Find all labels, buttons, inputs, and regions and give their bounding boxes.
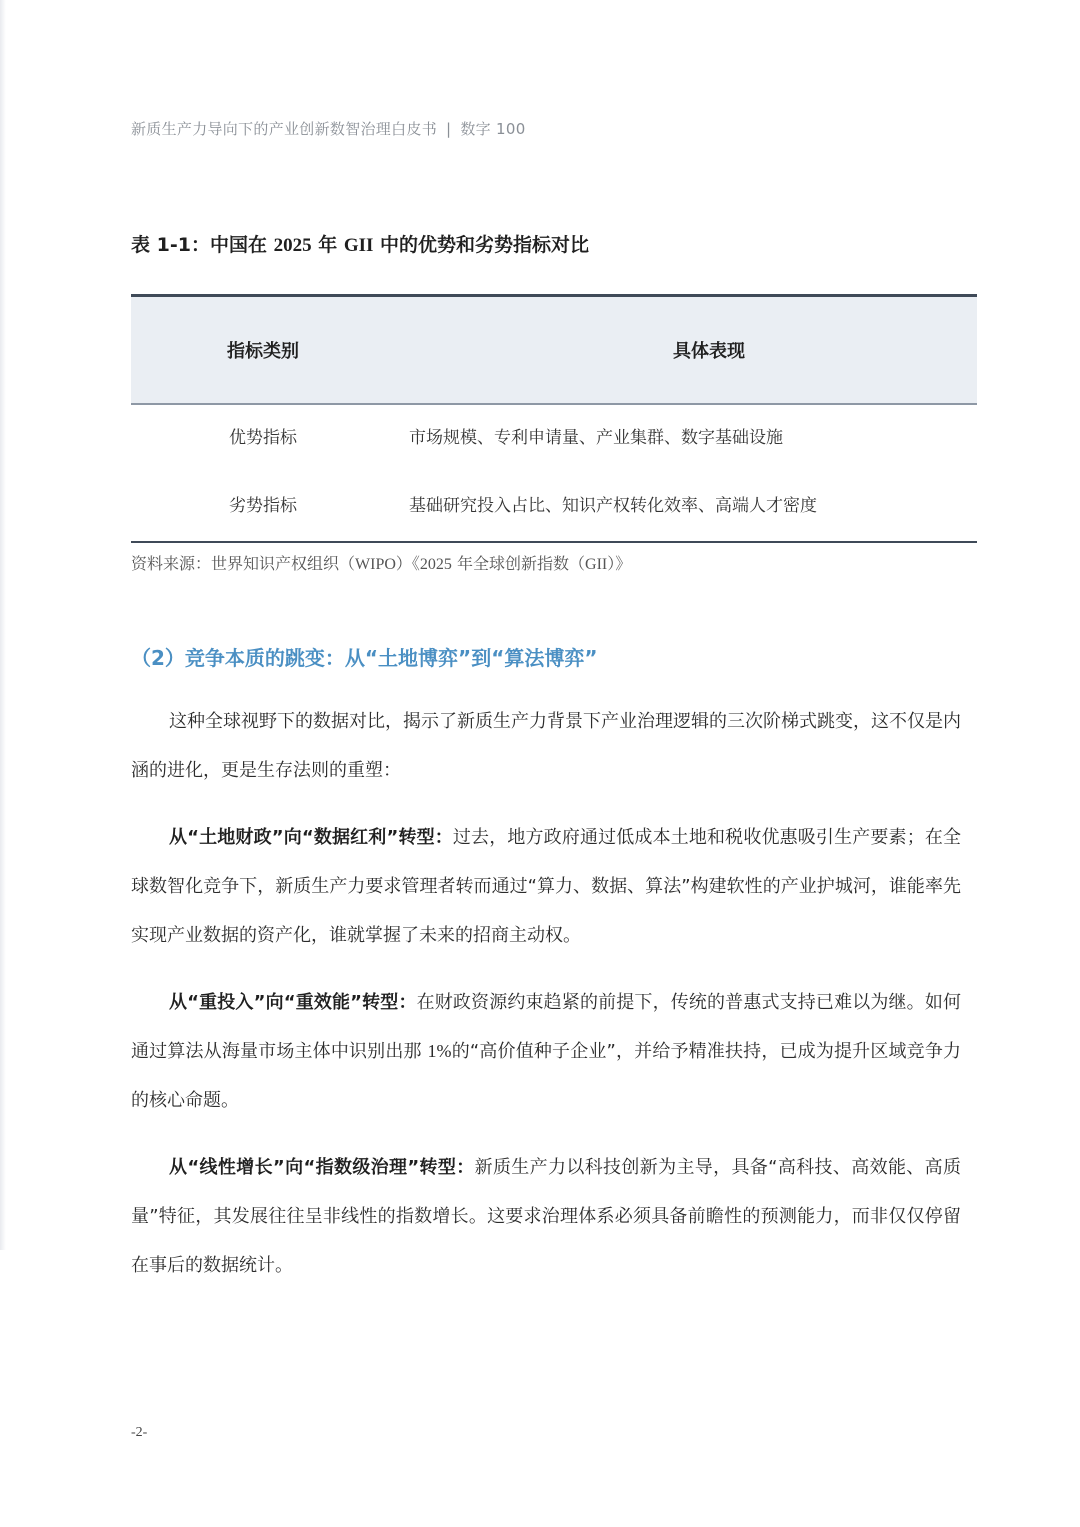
page-number: -2- (131, 1425, 148, 1440)
table-source-note (131, 551, 631, 574)
paragraph-body-continued: 的“高价值种子企业”，并给予精准扶持，已成为提升区域竞争力的核心命题。 (131, 1041, 961, 1111)
table-row (131, 465, 977, 542)
source-year: 2025 (419, 556, 452, 573)
caption-gii: GII (343, 235, 374, 256)
cell-detail: 基础研究投入占比、知识产权转化效率、高端人才密度 (395, 465, 977, 542)
paragraph-land-to-data (131, 813, 961, 960)
section-heading: （2）竞争本质的跳变：从“土地博弈”到“算法博弈” (131, 646, 598, 670)
cell-category: 优势指标 (229, 427, 297, 448)
source-mid: ）《 (395, 554, 420, 573)
caption-year: 2025 (273, 235, 312, 256)
paragraph-lead: 从“线性增长”向“指数级治理”转型： (169, 1157, 475, 1178)
source-report-name: 年全球创新指数（ (451, 554, 586, 573)
paragraph-body: 在财政资源约束趋紧的前提下，传统的普惠式支持已难以为继。如何通过算法从海量市场主体中识别出那 (131, 992, 961, 1062)
caption-prefix: 表 1-1： (131, 234, 210, 256)
caption-text-3: 中的优势和劣势指标对比 (373, 234, 590, 256)
table-row (131, 404, 977, 465)
header-doc-title: 新质生产力导向下的产业创新数智治理白皮书 (131, 120, 438, 138)
table-header-row (131, 296, 977, 405)
column-header-category: 指标类别 (131, 296, 395, 405)
paragraph-lead: 从“土地财政”向“数据红利”转型： (169, 827, 453, 848)
paragraph-lead: 从“重投入”向“重效能”转型： (169, 992, 417, 1013)
caption-text-2: 年 (311, 234, 344, 256)
caption-text-1: 中国在 (209, 234, 274, 256)
paragraph-body: 新质生产力以科技创新为主导，具备“高科技、高效能、高质量”特征，其发展往往呈非线性的指数增长。这要求治理体系必须具备前瞻性的预测能力，而非仅仅停留在事后的数据统计。 (131, 1157, 961, 1276)
comparison-table (131, 294, 977, 543)
paragraph-linear-to-exponential (131, 1143, 961, 1290)
cell-detail: 市场规模、专利申请量、产业集群、数字基础设施 (409, 427, 783, 448)
source-gii: GII (585, 556, 608, 573)
source-prefix: 资料来源：世界知识产权组织（ (131, 554, 356, 573)
paragraph-body: 过去，地方政府通过低成本土地和税收优惠吸引生产要素；在全球数智化竞争下，新质生产力要求管理者转而通过“算力、数据、算法”构建软性的产业护城河，谁能率先实现产业数据的资产化，谁就掌握了未来的招商主动权。 (131, 827, 961, 946)
column-header-detail: 具体表现 (395, 296, 977, 405)
source-wipo: WIPO (355, 556, 396, 573)
header-publisher: 数字 100 (460, 120, 526, 138)
table-caption (131, 230, 589, 257)
page-edge-shadow (0, 0, 6, 1250)
paragraph-intro: 这种全球视野下的数据对比，揭示了新质生产力背景下产业治理逻辑的三次阶梯式跳变，这不仅是内涵的进化，更是生存法则的重塑： (131, 711, 961, 781)
source-end: ）》 (607, 554, 632, 573)
paragraph-percent: 1% (427, 1041, 452, 1061)
running-header (131, 118, 526, 139)
cell-category: 劣势指标 (131, 465, 395, 542)
paragraph-input-to-efficiency (131, 978, 961, 1125)
header-separator: | (446, 120, 452, 138)
